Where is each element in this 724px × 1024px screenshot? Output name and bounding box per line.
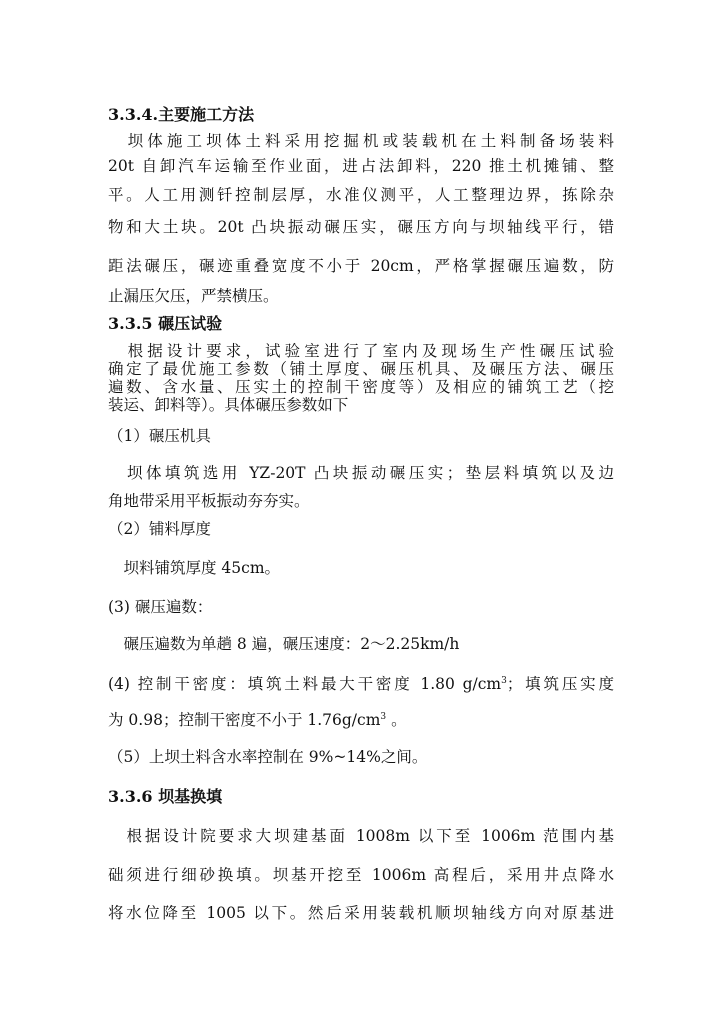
paragraph-line: 装运、卸料等）。具体碾压参数如下: [108, 396, 349, 414]
paragraph-line: 根据设计要求，试验室进行了室内及现场生产性碾压试验: [108, 342, 614, 360]
paragraph-line: 止漏压欠压，严禁横压。: [108, 287, 279, 305]
paragraph-line: 遍数、含水量、压实土的控制干密度等）及相应的铺筑工艺（挖: [108, 378, 614, 396]
paragraph-line: 20t 自卸汽车运输至作业面，进占法卸料，220 推土机摊铺、整: [108, 157, 614, 175]
paragraph-line: 平。人工用测钎控制层厚，水准仪测平，人工整理边界，拣除杂: [108, 186, 614, 204]
paragraph-line: 确定了最优施工参数（铺土厚度、碾压机具、及碾压方法、碾压: [108, 360, 614, 378]
paragraph-line: 坝体施工坝体土料采用挖掘机或装载机在土料制备场装料: [108, 132, 614, 150]
paragraph-line: 碾压遍数为单趟 8 遍，碾压速度：2～2.25km/h: [108, 635, 460, 653]
paragraph-line: [108, 709, 407, 731]
paragraph-line: 坝体填筑选用 YZ-20T 凸块振动碾压实；垫层料填筑以及边: [108, 464, 614, 482]
inline-text: 为 0.98；控制干密度不小于 1.76g/cm: [108, 711, 381, 729]
paragraph-line: 础须进行细砂换填。坝基开挖至 1006m 高程后，采用井点降水: [108, 866, 614, 884]
superscript: 3: [380, 711, 387, 722]
inline-text: ；填筑压实度: [506, 675, 614, 693]
superscript: 3: [501, 675, 507, 686]
section-heading-335: 3.3.5 碾压试验: [108, 314, 223, 333]
paragraph-line: 将水位降至 1005 以下。然后采用装载机顺坝轴线方向对原基进: [108, 904, 614, 922]
list-item-title: (3) 碾压遍数：: [108, 598, 213, 616]
paragraph-line: 坝料铺筑厚度 45cm。: [108, 559, 281, 577]
paragraph-line: 根据设计院要求大坝建基面 1008m 以下至 1006m 范围内基: [108, 827, 614, 845]
paragraph-line: 物和大土块。20t 凸块振动碾压实，碾压方向与坝轴线平行，错: [108, 218, 614, 236]
section-heading-334: 3.3.4.主要施工方法: [108, 105, 255, 124]
paragraph-line: [108, 673, 614, 695]
paragraph-line: 角地带采用平板振动夯夯实。: [108, 492, 310, 510]
list-item-title: （2）铺料厚度: [108, 520, 211, 538]
inline-text: 。: [386, 711, 407, 729]
section-heading-336: 3.3.6 坝基换填: [108, 787, 223, 806]
paragraph-line: 距法碾压，碾迹重叠宽度不小于 20cm，严格掌握碾压遍数，防: [108, 257, 614, 275]
list-item-title: （1）碾压机具: [108, 427, 211, 445]
paragraph-line: （5）上坝土料含水率控制在 9%~14%之间。: [108, 748, 428, 766]
inline-text: (4) 控制干密度：填筑土料最大干密度 1.80 g/cm: [108, 675, 502, 693]
